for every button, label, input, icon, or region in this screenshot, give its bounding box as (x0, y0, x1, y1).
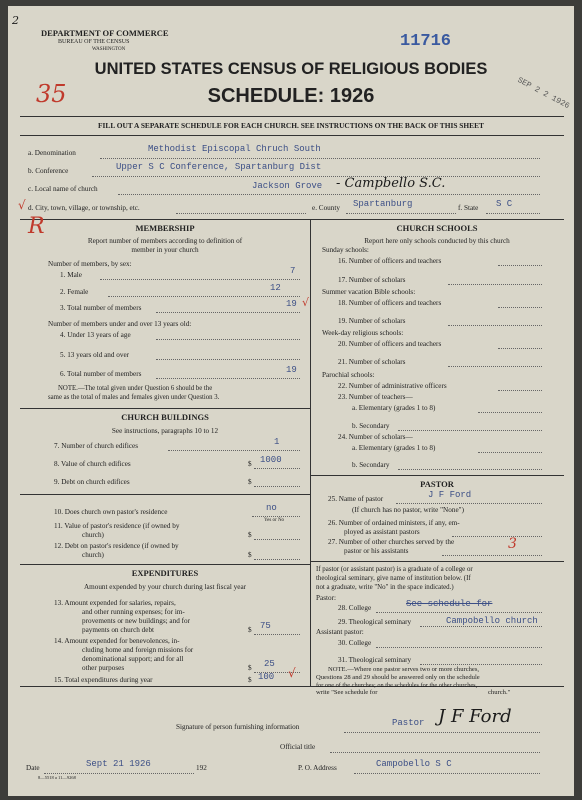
summer-schools-heading: Summer vacation Bible schools: (322, 288, 416, 296)
q7-label: 7. Number of church edifices (54, 442, 139, 450)
q1-value[interactable]: 7 (290, 266, 296, 276)
schools-title: CHURCH SCHOOLS (396, 223, 478, 233)
expenditures-intro: Amount expended by your church during last fiscal year (83, 583, 247, 591)
print-code: 8—5518 a 11—9268 (38, 775, 76, 780)
page-number: 2 (12, 14, 19, 27)
membership-intro-2: member in your church (131, 246, 199, 254)
q31-label: 31. Theological seminary (338, 656, 412, 664)
pastor-subheading: Pastor: (316, 594, 336, 602)
po-address-value[interactable]: Campobello S C (376, 759, 452, 769)
denomination-value[interactable]: Methodist Episcopal Chruch South (148, 144, 321, 154)
pastor-note-4: write "See schedule for (316, 689, 378, 696)
q24a-label: a. Elementary (grades 1 to 8) (352, 444, 436, 452)
received-stamp: SEP 2 2 1926 (515, 76, 571, 111)
q9-label: 9. Debt on church edifices (54, 478, 130, 486)
signature-label: Signature of person furnishing information (176, 723, 300, 731)
graduate-note-3: not a graduate, write "No" in the space indicated.) (316, 584, 454, 591)
schools-intro: Report here only schools conducted by this church (364, 237, 510, 245)
q17-label: 17. Number of scholars (338, 276, 406, 284)
q28-label: 28. College (338, 604, 372, 612)
date-label: Date (26, 764, 40, 772)
pastor-note-1: NOTE.—Where one pastor serves two or more churches, (328, 666, 480, 673)
q7-value[interactable]: 1 (274, 437, 280, 447)
form-subtitle: SCHEDULE: 1926 (207, 85, 375, 107)
q25-label: 25. Name of pastor (328, 495, 384, 503)
q13-label-4: payments on church debt (82, 626, 155, 634)
q10-label: 10. Does church own pastor's residence (54, 508, 168, 516)
parochial-schools-heading: Parochial schools: (322, 371, 375, 379)
q3-value[interactable]: 19 (286, 299, 297, 309)
local-name-value[interactable]: Jackson Grove (252, 181, 323, 191)
census-schedule-sheet: 2 DEPARTMENT OF COMMERCE BUREAU OF THE CENSUS WASHINGTON 11716 SEP 2 2 1926 35 UNITED STATES CENSUS OF RELIGIOUS BODIES SCHEDULE: 1926 FILL OUT A SEPARATE SCHEDULE FOR EACH CHURCH. SEE INSTRUCTIONS ON THE BACK OF THIS SHEET a. Denomination Methodist Episcopal Chruch South b. Conference Upper S C Conference, Spartanburg Dist c. Local name of church Jackson Grove - Campbello S.C. √ d. City, town, village, or township, etc. e. County Spartanburg f. State S C R MEMBERSHIP Report number of members according to definition of member in your church Number of members, by sex: 1. Male 7 2. Female 12 3. Total number of members 19 √ Number of members under and over 13 years old: 4. Under 13 years of age 5. 13 years old and over 6. Total number of members 19 NOTE.—The total given under Question 6 should be the same as the total of males and females given under Question 3. CHURCH BUILDINGS See instructions, paragraphs 10 to 12 7. Number of church edifices 1 8. Value of church edifices $ 1000 9. Debt on church edifices $ 10. Does church own pastor's residence no Yes or No 11. Value of pastor's residence (if owned by church) $ 12. Debt on pastor's residence (if owned by church) $ EXPENDITURES Amount expended by your church during last fiscal year 13. Amount expended for salaries, repairs, and other running expenses; for im- provements or new buildings; and for payments on church debt $ 75 14. Amount expended for benevolences, in- cluding home and foreign missions for denominational support; and for all other purposes $ 25 15. Total expenditures during year $ 100 √ CHURCH SCHOOLS Report here only schools conducted by this church Sunday schools: 16. Number of officers and teachers 17. Number of scholars Summer vacation Bible schools: 18. Number of officers and teachers 19. Number of scholars Week-day religious schools: 20. Number of officers and teachers 21. Number of scholars Parochial schools: 22. Number of administrative officers 23. Number of teachers— a. Elementary (grades 1 to 8) b. Secondary 24. Number of scholars— a. Elementary (grades 1 to 8) b. Secondary PASTOR 25. Name of pastor J F Ford (If church has no pastor, write "None") 26. Number of ordained ministers, if any, em- ployed as assistant pastors 27. Number of other churches served by the pastor or his assistants 3 If pastor (or assistant pastor) is a graduate of a college or theological seminary, give name of institution below. (If not a graduate, write "No" in the space indicated.) Pastor: 28. College See schedule for 29. Theological seminary Assistant pastor: Campobello church 30. College 31. Theological seminary NOTE.—Where one pastor serves two or more churches, Questions 28 and 29 should be answered only on the schedule for one of the churches; on the schedules for the other churches, write "See schedule for church." Signature of person furnishing information Pastor J F Ford Official title Date Sept 21 1926 192 P. O. Address Campobello S C 8—5518 a 11—9268 (8, 6, 574, 796)
q2-label: 2. Female (60, 288, 89, 296)
official-title-label: Official title (280, 743, 316, 751)
pastor-note-3: for one of the churches; on the schedules for the other churches, (316, 682, 478, 689)
department-name: DEPARTMENT OF COMMERCE (41, 28, 169, 38)
q3-label: 3. Total number of members (60, 304, 142, 312)
membership-intro-1: Report number of members according to definition of (87, 237, 243, 245)
graduate-note-1: If pastor (or assistant pastor) is a graduate of a college or (316, 566, 473, 573)
q12-label-2: church) (82, 551, 104, 559)
q24b-label: b. Secondary (352, 461, 390, 469)
q11-label-1: 11. Value of pastor's residence (if owned by (54, 522, 180, 530)
q10-value[interactable]: no (266, 503, 277, 513)
q21-label: 21. Number of scholars (338, 358, 406, 366)
year-suffix: 192 (196, 764, 207, 772)
q18-label: 18. Number of officers and teachers (338, 299, 442, 307)
q28-value[interactable]: See schedule for (406, 599, 493, 609)
county-label: e. County (312, 204, 340, 212)
q16-label: 16. Number of officers and teachers (338, 257, 442, 265)
q14-label-2: cluding home and foreign missions for (82, 646, 194, 654)
q25-value[interactable]: J F Ford (428, 490, 472, 500)
members-by-age-heading: Number of members under and over 13 years old: (48, 320, 192, 328)
q15-label: 15. Total expenditures during year (54, 676, 153, 684)
q20-label: 20. Number of officers and teachers (338, 340, 442, 348)
red-r-mark: R (28, 214, 45, 239)
po-address-label: P. O. Address (298, 764, 337, 772)
q2-value[interactable]: 12 (270, 283, 281, 293)
q27-label-1: 27. Number of other churches served by the (328, 538, 455, 546)
q23-label: 23. Number of teachers— (338, 393, 413, 401)
weekday-schools-heading: Week-day religious schools: (322, 329, 404, 337)
q1-label: 1. Male (60, 271, 82, 279)
serial-number: 11716 (400, 32, 452, 51)
q23a-label: a. Elementary (grades 1 to 8) (352, 404, 436, 412)
county-value[interactable]: Spartanburg (353, 199, 413, 209)
date-value[interactable]: Sept 21 1926 (86, 759, 151, 769)
pastor-title: PASTOR (420, 479, 454, 489)
signature-typed[interactable]: Pastor (392, 718, 425, 728)
red-check-mark: √ (18, 198, 26, 212)
sunday-schools-heading: Sunday schools: (322, 246, 369, 254)
conference-label: b. Conference (28, 167, 69, 175)
q15-value[interactable]: 100 (258, 672, 275, 682)
q25-note: (If church has no pastor, write "None") (352, 506, 464, 514)
q14-value[interactable]: 25 (264, 659, 275, 669)
q27-value[interactable]: 3 (508, 536, 517, 552)
q12-label-1: 12. Debt on pastor's residence (if owned by (54, 542, 179, 550)
pastor-note-5: church." (488, 689, 511, 696)
q29-value[interactable]: Campobello church (446, 616, 538, 626)
red-tally-mark: 35 (36, 80, 67, 108)
signature-handwritten: J F Ford (438, 706, 512, 727)
q13-label-1: 13. Amount expended for salaries, repairs, (54, 599, 176, 607)
q6-value[interactable]: 19 (286, 365, 297, 375)
q5-label: 5. 13 years old and over (60, 351, 130, 359)
q24-label: 24. Number of scholars— (338, 433, 413, 441)
pastor-note-2: Questions 28 and 29 should be answered only on the schedule (316, 674, 480, 681)
q22-label: 22. Number of administrative officers (338, 382, 447, 390)
q14-label-4: other purposes (82, 664, 125, 672)
q19-label: 19. Number of scholars (338, 317, 406, 325)
members-by-sex-heading: Number of members, by sex: (48, 260, 132, 268)
conference-value[interactable]: Upper S C Conference, Spartanburg Dist (116, 162, 322, 172)
q8-label: 8. Value of church edifices (54, 460, 131, 468)
assistant-pastor-subheading: Assistant pastor: (316, 628, 364, 636)
q29-label: 29. Theological seminary (338, 618, 412, 626)
q26-label-2: ployed as assistant pastors (344, 528, 420, 536)
state-label: f. State (458, 204, 479, 212)
local-name-handwritten: - Campbello S.C. (336, 176, 446, 191)
state-value[interactable]: S C (496, 199, 513, 209)
buildings-intro: See instructions, paragraphs 10 to 12 (111, 427, 219, 435)
q8-value[interactable]: 1000 (260, 455, 282, 465)
q26-label-1: 26. Number of ordained ministers, if any, em- (328, 519, 460, 527)
q6-label: 6. Total number of members (60, 370, 142, 378)
graduate-note-2: theological seminary, give name of institution below. (If (316, 575, 471, 582)
q23b-label: b. Secondary (352, 422, 390, 430)
bureau-name: BUREAU OF THE CENSUS (58, 39, 130, 45)
city-name: WASHINGTON (92, 47, 126, 52)
city-label: d. City, town, village, or township, etc. (28, 204, 140, 212)
q4-label: 4. Under 13 years of age (60, 331, 131, 339)
denomination-label: a. Denomination (28, 149, 76, 157)
membership-note-2: same as the total of males and females given under Question 3. (48, 394, 220, 401)
q30-label: 30. College (338, 639, 372, 647)
q27-label-2: pastor or his assistants (344, 547, 409, 555)
buildings-title: CHURCH BUILDINGS (121, 412, 209, 422)
form-title: UNITED STATES CENSUS OF RELIGIOUS BODIES (94, 60, 488, 78)
q13-label-3: provements or new buildings; and for (82, 617, 190, 625)
q14-label-3: denominational support; and for all (82, 655, 184, 663)
membership-title: MEMBERSHIP (135, 223, 195, 233)
local-name-label: c. Local name of church (28, 185, 98, 193)
expenditures-title: EXPENDITURES (131, 568, 199, 578)
q14-label-1: 14. Amount expended for benevolences, in- (54, 637, 180, 645)
q11-label-2: church) (82, 531, 104, 539)
yes-no-hint: Yes or No (264, 518, 285, 523)
membership-note-1: NOTE.—The total given under Question 6 should be the (58, 385, 213, 392)
q13-label-2: and other running expenses; for im- (82, 608, 185, 616)
q13-value[interactable]: 75 (260, 621, 271, 631)
form-instruction: FILL OUT A SEPARATE SCHEDULE FOR EACH CHURCH. SEE INSTRUCTIONS ON THE BACK OF THIS SHEET (98, 121, 484, 130)
